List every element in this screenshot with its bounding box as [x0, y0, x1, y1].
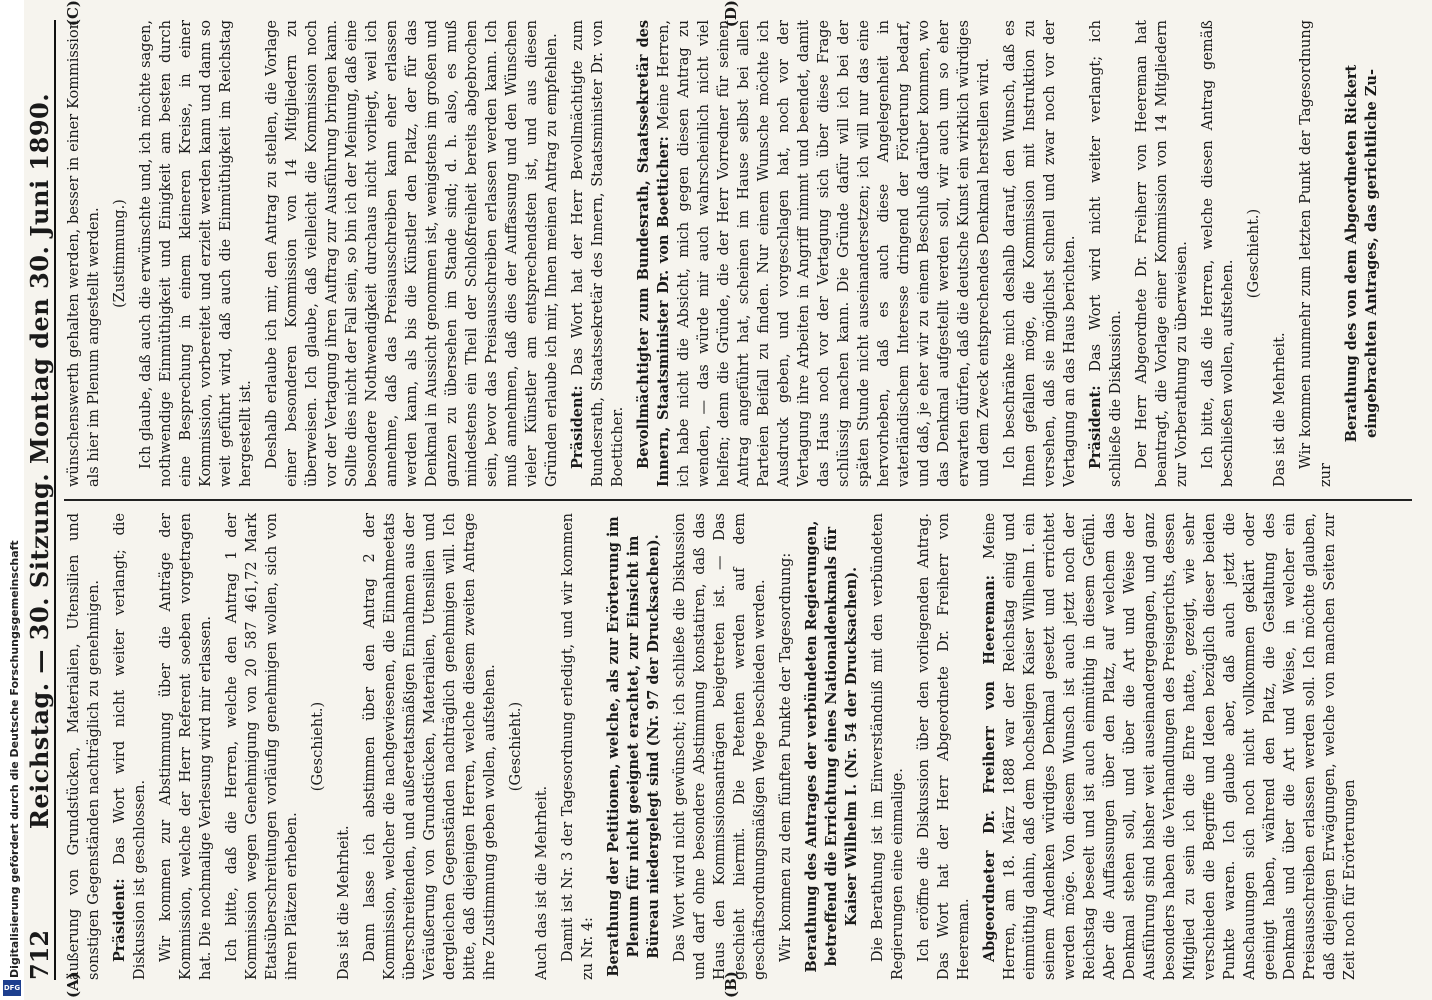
paragraph-text: Ich bitte, daß die Herren, welche diesen Antrag gemäß beschließen wollen, aufstehen. — [1200, 20, 1236, 487]
paragraph-text: Dann lasse ich abstimmen über den Antrag 2 der Kommission, welcher die nachgewiesenen, die Einnahmeetats überschreitenden, und außeretatsmäßigen Einnahmen aus der Veräußerung von Grundstücken, Materialien, Utensilien und dergleichen Gegenständen nachträglich genehmigen will. Ich bitte, daß diejenigen Herren, welche diesem zweiten Antrage ihre Zustimmung geben wollen, aufstehen. — [362, 513, 498, 980]
paragraph — [110, 513, 150, 980]
paragraph-text: (Zustimmung.) — [112, 199, 128, 308]
paragraph-text: Wir kommen nunmehr zum letzten Punkt der Tagesordnung zur — [1298, 20, 1334, 487]
paragraph-text: Ich eröffne die Diskussion über den vorliegenden Antrag. Das Wort hat der Herr Abgeordnete Dr. Freiherr von Heereman. — [916, 513, 972, 980]
paragraph — [776, 513, 796, 980]
paragraph-text: Ich beschränke mich deshalb darauf, den Wunsch, daß es Ihnen gefallen möge, die Kommission mit Instruktion zu versehen, daß sie möglichst schnell und zwar noch vor der Vertagung an das Haus berichten. — [1002, 20, 1078, 487]
paragraph — [568, 20, 628, 487]
paragraph-text: Das ist die Mehrheit. — [336, 825, 352, 980]
paragraph — [634, 20, 994, 487]
paragraph — [1086, 20, 1126, 487]
margin-letter-c: (C) — [64, 0, 82, 27]
paragraph — [1270, 20, 1290, 487]
dfg-logo: DFG — [3, 980, 21, 996]
paragraph — [262, 20, 562, 487]
paragraph-text: Der Herr Abgeordnete Dr. Freiherr von Heereman hat beantragt, die Vorlage einer Kommission von 14 Mitgliedern zur Vorberathung zu überweisen. — [1134, 20, 1190, 487]
paragraph-text: Meine Herren, ich habe nicht die Absicht, mich gegen diesen Antrag zu wenden, — das würde mir auch wahrscheinlich nicht viel helfen; denn die Gründe, die der Herr Vorredner für seinen Antrag angeführt hat, scheinen im Hause selbst bei allen Parteien Beifall zu finden. Nur einem Wunsche möchte ich Ausdruck geben, und vorgeschlagen hat, noch vor der Vertagung ihre Arbeiten in Angriff nimmt und beendet, damit das Haus noch vor der Vertagung sich über diese Frage schlüssig machen kann. Die Gründe dafür will ich bei der späten Stunde nicht auseinandersetzen; ich will nur das eine hervorheben, daß es auch diese Angelegenheit in vaterländischem Interesse dringend der Förderung bedarf, und daß, je eher wir zu einem Beschluß darüber kommen, wo das Denkmal aufgestellt werden soll, wir auch um so eher erwarten dürfen, daß die deutsche Kunst ein wirklich würdiges und dem Zweck entsprechendes Denkmal herstellen wird. — [656, 20, 992, 487]
paragraph-text: Meine Herren, am 18. März 1888 war der Reichstag einig und einmüthig dahin, daß dem hochseligen Kaiser Wilhelm I. ein seinem Andenken würdiges Denkmal gesetzt und errichtet werden möge. Von diesem Wunsch ist auch jetzt noch der Reichstag beseelt und ist auch einmüthig in diesem Gefühl. Aber die Auffassungen über den Platz, auf welchem das Denkmal stehen soll, und über die Art und Weise der Ausführung sind bisher weit auseinandergegangen, und ganz besonders haben die Verhandlungen des Preisgerichts, dessen Mitglied zu sein ich die Ehre hatte, gezeigt, wie sehr verschieden die Begriffe und Ideen bezüglich dieser beiden Punkte waren. Ich glaube aber, daß auch jetzt die Anschauungen sich noch nicht vollkommen geklärt oder geeinigt haben, während den Platz, die Gestaltung des Denkmals und über die Art und Weise, in welcher ein Preisausschreiben erlassen werden soll. Ich möchte glauben, daß diejenigen Erwägungen, welche von manchen Seiten zur Zeit noch für Erörterungen — [982, 513, 1358, 980]
paragraph-text: Damit ist Nr. 3 der Tagesordnung erledigt, und wir kommen zu Nr. 4: — [560, 513, 596, 980]
text-columns — [64, 20, 1412, 980]
paragraph — [532, 513, 552, 980]
paragraph-text: (Geschieht.) — [310, 701, 326, 792]
paragraph — [64, 513, 104, 980]
paragraph-text: Das Wort hat der Herr Bevollmächtigte zum Bundesrath, Staatssekretär des Innern, Staatsminister Dr. von Boetticher. — [570, 20, 626, 487]
paragraph-text: Wir kommen zur Abstimmung über die Anträge der Kommission, welche der Herr Referent soeben vorgetragen hat. Die nochmalige Verlesung wird mir erlassen. — [158, 513, 214, 980]
margin-letter-b: (B) — [722, 971, 740, 998]
paragraph — [222, 513, 302, 980]
paragraph-text: Auch das ist die Mehrheit. — [534, 785, 550, 980]
paragraph — [506, 513, 526, 980]
speaker-name: Bevollmächtigter zum Bundesrath, Staatssekretär des Innern, Staatsminister Dr. von Boetticher: — [635, 20, 672, 487]
paragraph — [558, 513, 598, 980]
paragraph — [1198, 20, 1238, 487]
column-divider — [64, 499, 1412, 501]
paragraph — [1244, 20, 1264, 487]
speaker-name: Abgeordneter Dr. Freiherr von Heereman: — [981, 575, 998, 962]
paragraph-text: Das Wort wird nicht weiter verlangt; die Diskussion ist geschlossen. — [112, 513, 148, 980]
paragraph — [136, 20, 256, 487]
speaker-name: Präsident: — [569, 385, 586, 469]
speaker-name: Präsident: — [1087, 385, 1104, 469]
paragraph-text: wünschenswerth gehalten werden, besser in einer Kommission als hier im Plenum angestellt werden. — [66, 20, 102, 487]
paragraph — [670, 513, 770, 980]
paragraph — [360, 513, 500, 980]
paragraph-text: Das ist die Mehrheit. — [1272, 332, 1288, 487]
paragraph — [1132, 20, 1192, 487]
paragraph-text: Die Berathung ist im Einverständniß mit den verbündeten Regierungen eine einmalige. — [870, 513, 906, 980]
paragraph — [1000, 20, 1080, 487]
paragraph — [980, 513, 1360, 980]
margin-letter-d: (D) — [722, 0, 740, 28]
paragraph — [802, 513, 862, 980]
paragraph-text: Deshalb erlaube ich mir, den Antrag zu stellen, die Vorlage einer besonderen Kommission von 14 Mitgliedern zu überweisen. Ich glaube, daß vielleicht die Kommission noch vor der Vertagung ihren Auftrag zur Ausführung bringen kann. Sollte dies nicht der Fall sein, so bin ich der Meinung, daß eine besondere Nothwendigkeit durchaus nicht vorliegt, weil ich annehme, daß das Preisausschreiben kann eher erlassen werden kann, als bis die Künstler den Platz, der für das Denkmal in Aussicht genommen ist, wenigstens im großen und ganzen zu übersehen im Stande sind; d. h. also, es muß mindestens ein Theil der Schloßfreiheit bereits abgebrochen sein, bevor das Preisausschreiben erlassen werden kann. Ich muß annehmen, daß dies der Auffassung und den Wünschen vieler Künstler am entsprechendsten ist, und aus diesen Gründen erlaube ich mir, Ihnen meinen Antrag zu empfehlen. — [264, 20, 560, 487]
paragraph — [1296, 20, 1336, 487]
credit-text: Digitalisierung gefördert durch die Deutsche Forschungsgemeinschaft — [8, 540, 21, 978]
paragraph — [64, 20, 104, 487]
paragraph-text: (Geschieht.) — [1246, 208, 1262, 299]
paragraph — [914, 513, 974, 980]
paragraph-text: Berathung des von dem Abgeordneten Rickert eingebrachten Antrages, das gerichtliche Zu- — [1343, 64, 1380, 443]
paragraph — [604, 513, 664, 980]
paragraph — [868, 513, 908, 980]
page-number: 712 — [25, 929, 54, 980]
running-title: Reichstag. — 30. Sitzung. Montag den 30. Juni 1890. — [25, 92, 54, 830]
paragraph-text: Ich glaube, daß auch die erwünschte und, ich möchte sagen, nothwendige Einmüthigkeit und Einigkeit am besten durch eine Besprechung in einem kleineren Kreise, in einer Kommission, vorbereitet und erzielt werden kann und dann so weit geführt wird, daß auch die Einmüthigkeit im Reichstag hergestellt ist. — [138, 20, 254, 487]
right-column — [64, 20, 1412, 487]
paragraph-text: Das Wort wird nicht gewünscht; ich schließe die Diskussion und darf ohne besondere Abstimmung konstatiren, daß das Haus den Kommissionsanträgen beigetreten ist. — Das geschieht hiermit. Die Petenten werden auf dem geschäftsordnungsmäßigen Wege beschieden werden. — [672, 513, 768, 980]
speaker-name: Präsident: — [111, 878, 128, 962]
paragraph-text: Wir kommen zu dem fünften Punkte der Tagesordnung: — [778, 552, 794, 962]
paragraph-text: Berathung des Antrages der verbündeten Regierungen, betreffend die Errichtung eines Nationaldenkmals für Kaiser Wilhelm I. (Nr. 54 der Drucksachen). — [803, 520, 860, 973]
paragraph — [110, 20, 130, 487]
paragraph — [308, 513, 328, 980]
paragraph — [334, 513, 354, 980]
paragraph — [1342, 20, 1382, 487]
paragraph-text: Das Wort wird nicht weiter verlangt; ich schließe die Diskussion. — [1088, 20, 1124, 487]
margin-letter-a: (A) — [64, 972, 82, 998]
digitization-credit — [0, 0, 24, 1000]
paragraph-text: (Geschieht.) — [508, 701, 524, 792]
left-column — [64, 513, 1412, 980]
paragraph-text: Ich bitte, daß die Herren, welche den Antrag 1 der Kommission wegen Genehmigung von 20 587 461,72 Mark Etatsüberschreitungen vorläufig genehmigen wollen, sich von ihren Plätzen erheben. — [224, 513, 300, 980]
paragraph-text: äußerung von Grundstücken, Materialien, Utensilien und sonstigen Gegenständen nachträglich zu genehmigen. — [66, 513, 102, 980]
paragraph-text: Berathung der Petitionen, welche, als zur Erörterung im Plenum für nicht geeignet erachtet, zur Einsicht im Büreau niedergelegt sind (Nr. 97 der Drucksachen). — [605, 516, 662, 977]
paragraph — [156, 513, 216, 980]
